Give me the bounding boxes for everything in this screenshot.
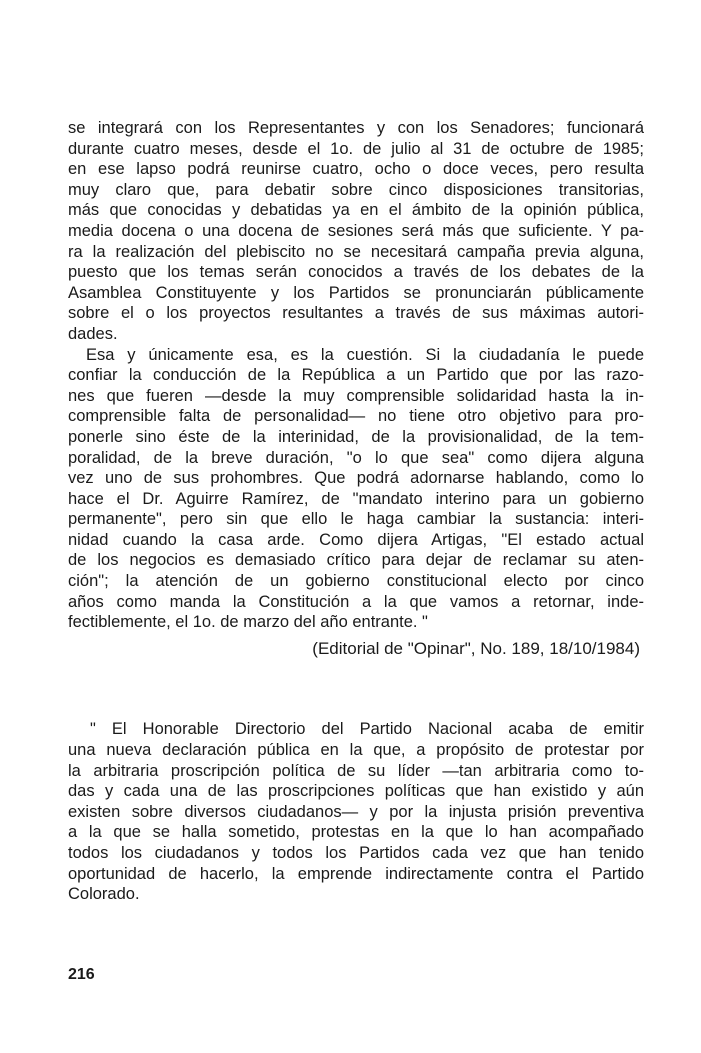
citation: (Editorial de "Opinar", No. 189, 18/10/1984) [312,638,640,658]
text-line: de los negocios es demasiado crítico para dejar de reclamar su aten- [68,551,644,570]
text-line: durante cuatro meses, desde el 1o. de julio al 31 de octubre de 1985; [68,139,644,158]
text-line: das y cada una de las proscripciones políticas que han existido y aún [68,782,644,801]
text-line: sobre el o los proyectos resultantes a través de sus máximas autori- [68,304,644,323]
paragraph-3 [68,719,644,904]
page-number: 216 [68,966,95,983]
text-line: todos los ciudadanos y todos los Partidos cada vez que han tenido [68,844,644,862]
text-line: permanente", pero sin que ello le haga cambiar la sustancia: interi- [68,510,644,529]
text-line: comprensible falta de personalidad— no tiene otro objetivo para pro- [68,407,644,426]
text-line: muy claro que, para debatir sobre cinco disposiciones transitorias, [68,180,644,199]
text-line: media docena o una docena de sesiones será más que suficiente. Y pa- [68,221,644,240]
text-line: vez uno de sus prohombres. Que podrá adornarse hablando, como lo [68,469,644,488]
text-line: confiar la conducción de la República a un Partido que por las razo- [68,366,644,385]
text-line: nes que fueren —desde la muy comprensible solidaridad hasta la in- [68,386,644,405]
text-line: ra la realización del plebiscito no se necesitará campaña previa alguna, [68,242,644,261]
page-body [68,118,644,905]
text-line: dades. [68,324,118,343]
text-line: Asamblea Constituyente y los Partidos se pronunciarán públicamente [68,283,644,302]
text-line: una nueva declaración pública en la que, a propósito de protestar por [68,741,644,760]
text-line: puesto que los temas serán conocidos a través de los debates de la [68,263,644,282]
text-line: existen sobre diversos ciudadanos— y por la injusta prisión preventiva [68,802,644,821]
text-line: " El Honorable Directorio del Partido Nacional acaba de emitir [90,720,644,739]
text-line: a la que se halla sometido, protestas en la que lo han acompañado [68,823,644,842]
text-line: en ese lapso podrá reunirse cuatro, ocho o doce veces, pero resulta [68,160,644,179]
text-line: poralidad, de la breve duración, "o lo que sea" como dijera alguna [68,448,644,467]
text-line: Esa y únicamente esa, es la cuestión. Si la ciudadanía le puede [86,345,644,364]
text-line: fectiblemente, el 1o. de marzo del año entrante. " [68,613,428,632]
text-line: más que conocidas y debatidas ya en el ámbito de la opinión pública, [68,201,644,220]
text-line: hace el Dr. Aguirre Ramírez, de "mandato interino para un gobierno [68,489,644,508]
paragraph-2 [68,345,644,633]
text-line: ción"; la atención de un gobierno constitucional electo por cinco [68,572,644,591]
section-gap [68,659,644,719]
text-line: nidad cuando la casa arde. Como dijera Artigas, "El estado actual [68,530,644,549]
text-line: años como manda la Constitución a la que vamos a retornar, inde- [68,592,644,611]
text-line: la arbitraria proscripción política de su líder —tan arbitraria como to- [68,761,644,780]
text-line: se integrará con los Representantes y con los Senadores; funcionará [68,119,644,137]
paragraph-1 [68,118,644,345]
text-line: oportunidad de hacerlo, la emprende indirectamente contra el Partido [68,864,644,883]
text-line: Colorado. [68,885,140,904]
text-line: ponerle sino éste de la interinidad, de la provisionalidad, de la tem- [68,427,644,446]
